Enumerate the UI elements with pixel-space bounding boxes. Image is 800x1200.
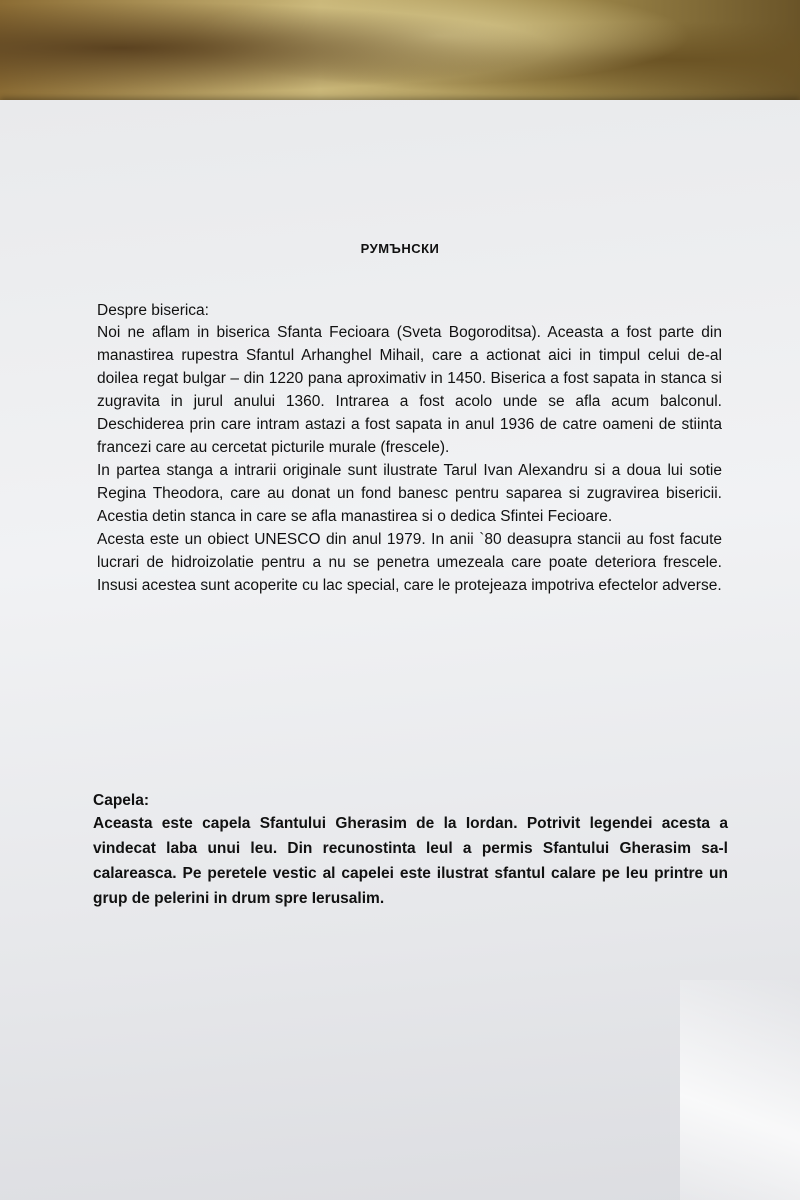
document-title: РУМЪНСКИ [360, 241, 440, 256]
section-heading-church: Despre biserica: [97, 302, 209, 319]
paragraph-church-history: Noi ne aflam in biserica Sfanta Fecioara (Sveta Bogoroditsa). Aceasta a fost parte din manastirea rupestra Sfantul Arhanghel Mihail, care a actionat aici in timpul celui de-al doilea regat bulgar – din 1220 pana aproximativ in 1450. Biserica a fost sapata in stanca si zugravita in jurul anului 1360. Intrarea a fost acolo unde se afla acum balconul. Deschiderea prin care intram astazi a fost sapata in anul 1936 de catre oameni de stiinta francezi care au cercetat picturile murale (frescele). [97, 324, 722, 456]
paragraph-church-donors: In partea stanga a intrarii originale sunt ilustrate Tarul Ivan Alexandru si a doua lui sotie Regina Theodora, care au donat un fond banesc pentru saparea si zugravirea bisericii. Acestia detin stanca in care se afla manastirea si o dedica Sfintei Fecioare. [97, 462, 722, 525]
paragraph-church-unesco: Acesta este un obiect UNESCO din anul 1979. In anii `80 deasupra stancii au fost facute lucrari de hidroizolatie pentru a nu se penetra umezeala care poate deteriora frescele. Insusi acestea sunt acoperite cu lac special, care le protejeaza impotriva efectelor adverse. [97, 531, 722, 594]
section-heading-chapel: Capela: [93, 792, 149, 809]
paper-sheet [0, 100, 800, 1200]
section-chapel [93, 790, 728, 911]
section-church [97, 300, 722, 597]
paragraph-chapel: Aceasta este capela Sfantului Gherasim de la Iordan. Potrivit legendei acesta a vindecat laba unui leu. Din recunostinta leul a permis Sfantului Gherasim sa-l calareasca. Pe peretele vestic al capelei este ilustrat sfantul calare pe leu printre un grup de pelerini in drum spre Ierusalim. [93, 815, 728, 907]
